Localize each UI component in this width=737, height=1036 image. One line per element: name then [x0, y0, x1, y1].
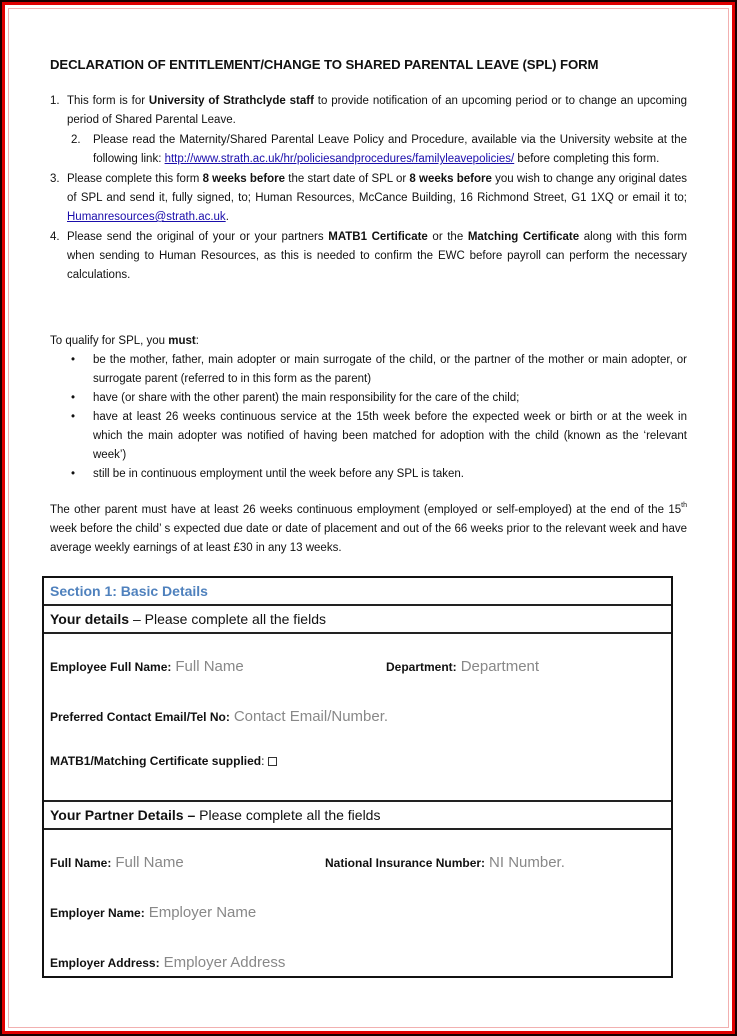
department-field[interactable] [386, 658, 539, 675]
text: This form is for [67, 95, 149, 107]
text: have (or share with the other parent) the main responsibility for the care of the child; [93, 392, 520, 404]
superscript: th [681, 502, 687, 510]
item-number: 3. [50, 173, 60, 185]
certificate-field[interactable] [50, 754, 277, 768]
bullet-icon: • [71, 468, 76, 480]
instruction-item-4 [50, 228, 687, 285]
qualify-bullet [50, 408, 687, 465]
department-input[interactable]: Department [460, 658, 540, 675]
policy-link[interactable]: http://www.strath.ac.uk/hr/policiesandprocedures/familyleavepolicies/ [164, 153, 515, 165]
bold-text: must [168, 335, 196, 347]
text: Please read the Maternity/Shared Parental Leave Policy and Procedure, available via the University website at the following link: [93, 134, 687, 165]
bullet-icon: • [71, 411, 76, 423]
text: Please send the original of your or your partners [67, 231, 329, 243]
ni-number-input[interactable]: NI Number. [489, 854, 565, 871]
field-label: National Insurance Number: [325, 856, 486, 870]
basic-details-table [42, 576, 673, 978]
qualify-bullet [50, 389, 687, 408]
partner-name-field[interactable] [50, 854, 184, 871]
field-label: Employer Address: [50, 956, 160, 970]
bullet-icon: • [71, 392, 76, 404]
page-title: DECLARATION OF ENTITLEMENT/CHANGE TO SHARED PARENTAL LEAVE (SPL) FORM [50, 57, 599, 72]
text: : [195, 335, 199, 347]
qualify-bullet [50, 351, 687, 389]
bullet-icon: • [71, 354, 76, 366]
text: Please complete all the fields [195, 807, 381, 823]
text: to provide notification of an upcoming period or to change an upcoming period of Shared Parental Leave. [67, 95, 687, 126]
instructions-list [50, 92, 687, 286]
other-parent-paragraph [50, 501, 687, 558]
employer-name-field[interactable] [50, 904, 256, 921]
field-label: MATB1/Matching Certificate supplied [50, 754, 262, 768]
field-label: Employee Full Name: [50, 660, 172, 674]
partner-details-heading [44, 802, 671, 830]
qualify-bullet [50, 465, 687, 484]
field-label: Department: [386, 660, 457, 674]
text: still be in continuous employment until the week before any SPL is taken. [93, 468, 464, 480]
certificate-checkbox[interactable] [268, 757, 277, 766]
text: before completing this form. [514, 153, 660, 165]
hr-email-link[interactable]: Humanresources@strath.ac.uk [67, 211, 226, 223]
instruction-item-3 [50, 170, 687, 227]
item-number: 4. [50, 231, 60, 243]
your-details-body [44, 634, 671, 802]
field-label: Employer Name: [50, 906, 145, 920]
instruction-item-1 [50, 92, 687, 130]
employer-address-input[interactable]: Employer Address [163, 954, 286, 971]
text: . [225, 211, 229, 223]
bold-text: 8 weeks before [202, 173, 286, 185]
text: – Please complete all the fields [129, 611, 326, 627]
bold-text: 8 weeks before [409, 173, 492, 185]
field-label: Full Name: [50, 856, 112, 870]
qualify-intro [50, 332, 687, 351]
bold-text: MATB1 Certificate [328, 231, 428, 243]
text: week before the child’ s expected due date or date of placement and out of the 66 weeks prior to the relevant week and have average weekly earnings of at least £30 in any 13 weeks. [50, 523, 687, 554]
ni-number-field[interactable] [325, 854, 565, 871]
qualify-section [50, 332, 687, 484]
text: To qualify for SPL, you [50, 335, 169, 347]
text: be the mother, father, main adopter or main surrogate of the child, or the partner of the mother or main adopter, or surrogate parent (referred to in this form as the parent) [93, 354, 687, 385]
item-number: 1. [50, 95, 60, 107]
bold-text: Your Partner Details – [50, 807, 196, 823]
text: the start date of SPL or [285, 173, 410, 185]
employee-name-input[interactable]: Full Name [175, 658, 244, 675]
contact-input[interactable]: Contact Email/Number. [233, 708, 389, 725]
partner-name-input[interactable]: Full Name [115, 854, 184, 871]
employer-address-field[interactable] [50, 954, 285, 971]
bold-text: University of Strathclyde staff [148, 95, 314, 107]
field-label: Preferred Contact Email/Tel No: [50, 710, 230, 724]
text: : [261, 754, 265, 768]
text: Please complete this form [67, 173, 203, 185]
contact-field[interactable] [50, 708, 388, 725]
text: have at least 26 weeks continuous service at the 15th week before the expected week or birth or at the week in which the main adopter was notified of having been matched for adoption with the child (known as the ‘relevant week’) [93, 411, 687, 461]
employer-name-input[interactable]: Employer Name [148, 904, 257, 921]
employee-name-field[interactable] [50, 658, 244, 675]
partner-details-body [44, 830, 671, 976]
text: along with this form when sending to Human Resources, as this is needed to confirm the EWC before payroll can perform the necessary calculations. [67, 231, 687, 281]
text: you wish to change any original dates of SPL and send it, fully signed, to; Human Resources, McCance Building, 16 Richmond Street, G1 1XQ or email it to; [67, 173, 687, 204]
text: or the [427, 231, 468, 243]
section-heading: Section 1: Basic Details [44, 578, 671, 606]
bold-text: Your details [50, 611, 130, 627]
text: The other parent must have at least 26 weeks continuous employment (employed or self-employed) at the end of the 15 [50, 504, 682, 516]
instruction-item-2 [50, 131, 687, 169]
your-details-heading [44, 606, 671, 634]
bold-text: Matching Certificate [467, 231, 580, 243]
item-number: 2. [71, 134, 81, 146]
